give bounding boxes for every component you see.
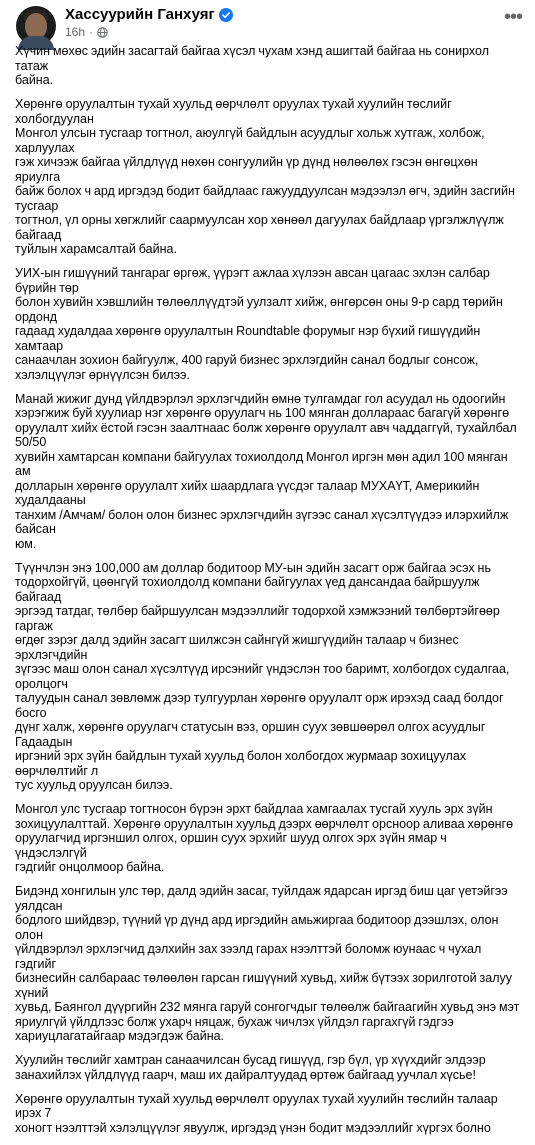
post-header	[0, 0, 535, 44]
verified-badge-icon	[219, 8, 233, 22]
post-paragraph: Хүчин мөхөс эдийн засагтай байгаа хүсэл чухам хэнд ашигтай байгаа нь сонирхол татаж байна.	[15, 44, 490, 87]
post-time[interactable]: 16h	[65, 25, 86, 39]
post-paragraph: Хөрөнгө оруулалтын тухай хуульд өөрчлөлт оруулах тухай хуулийн төслийг холбогдуулан Монгол улсын тусгаар тогтнол, аюулгүй байдлын асуудлыг хольж хутгаж, холбож, харлуулах гэж хичээж байгаа үйлдлүүд нөхөн сонгуулийн үр дүнд нөлөөлөх гэсэн өнгөцхөн яриулга байж болох ч ард иргэдэд бодит байдлаас гажууддуулсан мэдээлэл өгч, эдийн засгийн тусгаар тогтнол, үл орны хөгжлийг саармуулсан хор хөнөөл дагуулах байдлаар үргэлжлүүлж байгаад туйлын харамсалтай байна.	[15, 97, 515, 256]
post-paragraph: Түүнчлэн энэ 100,000 ам доллар бодитоор МУ-ын эдийн засагт орж байгаа эсэх нь тодорхойгүй, цөөнгүй тохиолдолд компани байгуулах үед дансандаа байршуулж байгаад эргээд татдаг, төлбөр байршуулсан мэдээллийг тодорхой хэмжээний төлбөртэйгөөр гаргаж өгдөг зэрэг далд эдийн засагт шилжсэн сайнгүй жишгүүдийн талаар ч бизнес эрхлэгчдийн зүгээс маш олон санал хүсэлтүүд ирсэнийг үндэслэн тоо баримт, холбогдох судалгаа, оролцогч талуудын санал зөвлөмж дээр тулгуурлан хөрөнгө оруулалт орж ирэхэд саад болдог босго дүнг халж, хөрөнгө оруулагч статусын вэз, оршин суух зөвшөөрөл олгох асуудлыг Гадаадын иргэний эрх зүйн байдлын тухай хуульд болон холбогдох журмаар зохицуулах өөрчлөлтийг л тус хуульд оруулсан билээ.	[15, 560, 510, 792]
post-body	[15, 44, 521, 1145]
post-paragraph: Хөрөнгө оруулалтын тухай хуульд өөрчлөлт оруулах тухай хуулийн төслийн талаар ирэх 7 хоногт нээлттэй хэлэлцүүлэг явуулж, иргэдэд үнэн бодит мэдээллийг хүргэх болно	[15, 1091, 498, 1135]
globe-icon[interactable]	[97, 27, 108, 38]
more-options-icon[interactable]: •••	[503, 6, 522, 28]
post-paragraph: УИХ-ын гишүүний тангараг өргөж, үүрэгт ажлаа хүлээн авсан цагаас эхлэн салбар бүрийн төр болон хувийн хэвшлийн төлөөллүүдтэй уулзалт хийж, өнгөрсөн оны 9-р сард төрийн ордонд гадаад худалдаа хөрөнгө оруулалтын Roundtable форумыг нэр бүхий гишүүдийн хамтаар санаачлан зохион байгуулж, 400 гаруй бизнес эрхлэгдийн санал бодлыг сонсож, хэлэлцүүлэг өрнүүлсэн билээ.	[15, 266, 503, 382]
post-paragraph: Монгол улс тусгаар тогтносон бүрэн эрхт байдлаа хамгаалах тусгай хууль эрх зүйн зохицуулалттай. Хөрөнгө оруулалтын хуульд дээрх өөрчлөлт орсноор аливаа хөрөнгө оруулагчид иргэншил олгох, оршин суух эрхийг шууд олгох эрх зүйн ямар ч үндэслэлгүй гэдгийг онцолмоор байна.	[15, 802, 514, 874]
post-paragraph: Бидэнд хонгилын улс төр, далд эдийн засаг, туйлдаж ядарсан иргэд биш цаг үетэйгээ уялдсан бодлого шийдвэр, түүний үр дүнд ард иргэдийн амьжиргаа бодитоор дээшлэх, олон олон үйлдвэрлэл эрхлэгчид дэлхийн зах зээлд гарах нээлттэй боломж юунаас ч чухал гэдгийг бизнесийн салбараас төлөөлөн гарсан гишүүний хувьд, хийж бүтээх зорилготой залуу хүний хувьд, Баянгол дүүргийн 232 мянга гаруй сонгогчдыг төлөөлж байгаагийн хувьд энэ мэт яриулгүй үйлдлээс болж ухарч няцаж, бухаж чичлэх үйлдэл гаргахгүй гэдгээ хариуцлагатайгаар мэдэгдэж байна.	[15, 884, 520, 1043]
author-name[interactable]: Хассуурийн Ганхуяг	[65, 6, 215, 23]
author-avatar[interactable]	[16, 6, 56, 46]
post-paragraph: Манай жижиг дунд үйлдвэрлэл эрхлэгчдийн өмнө тулгамдаг гол асуудал нь одоогийн хэрэгжиж буй хуулиар нэг хөрөнгө оруулагч нь 100 мянган доллараас багагүй хөрөнгө оруулалт хийх ёстой гэсэн заалтнаас болж хөрөнгө оруулалт авч чаддаггүй, тухайлбал 50/50 хувийн хамтарсан компани байгуулах тохиолдолд Монгол иргэн мөн адил 100 мянган ам долларын хөрөнгө оруулалт хийх шаардлага үүсдэг талаар МУХАҮТ, Америкийн худалдааны танхим /Амчам/ болон олон бизнес эрхлэгчдийн зүгээс санал хүсэлтүүдээ илэрхийлж байсан юм.	[15, 391, 517, 551]
author-row	[65, 6, 233, 23]
post-paragraph: Хуулийн төслийг хамтран санаачилсан бусад гишүүд, гэр бүл, үр хүүхдийг элдээр занахийлэх үйлдлүүд гаарч, маш их дайралтуудад өртөж байгаад уучлал хүсье!	[15, 1053, 486, 1082]
meta-separator: ·	[89, 25, 94, 39]
post-meta	[65, 25, 108, 39]
